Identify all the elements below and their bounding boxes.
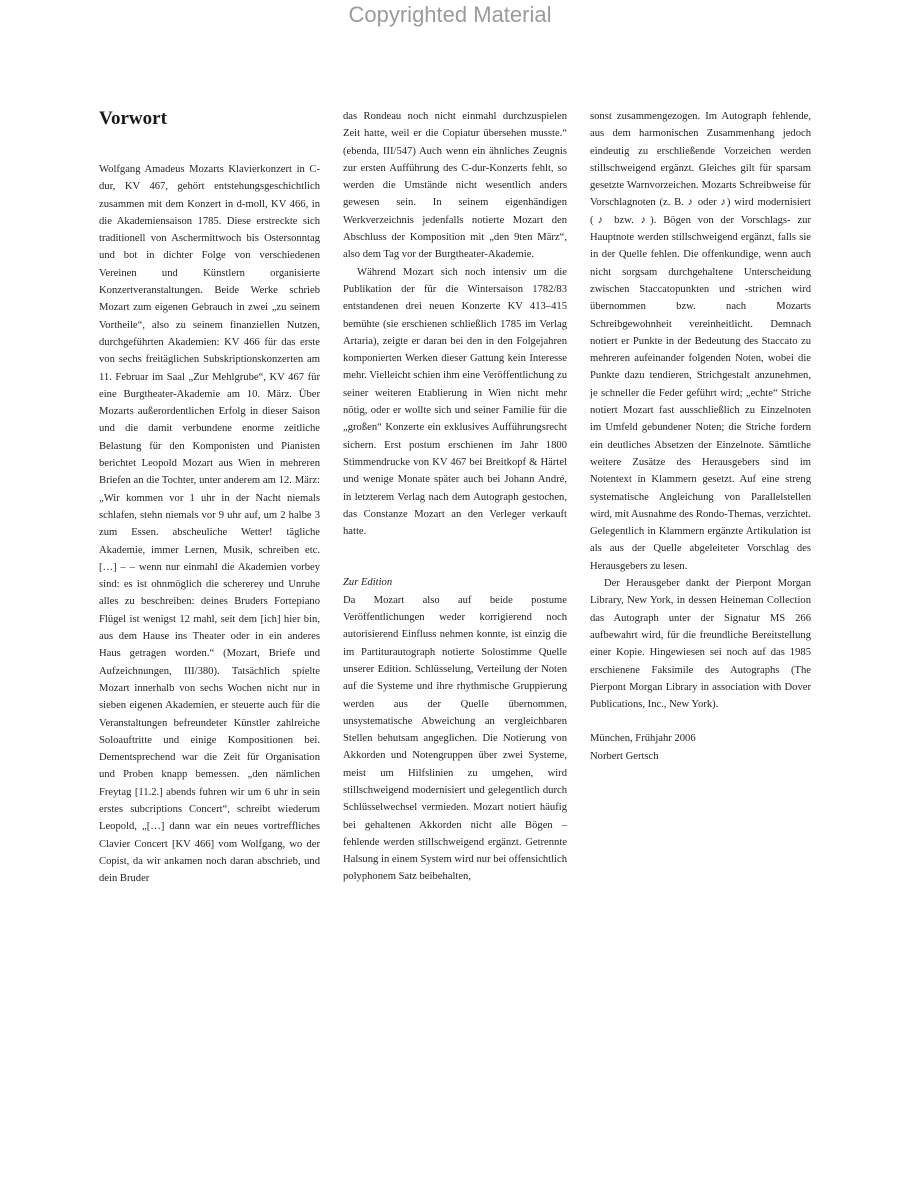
paragraph: Der Herausgeber dankt der Pierpont Morgan Library, New York, in dessen Heineman Collection das Autograph unter der Signatur MS 266 aufbewahrt wird, für die freundliche Bereitstellung einer Kopie. Hingewiesen sei noch auf das 1985 erschienene Faksimile des Autographs (The Pierpont Morgan Library in association with Dover Publications, Inc., New York).: [590, 578, 811, 711]
text-column-3: [590, 108, 811, 765]
paragraph: sonst zusammengezogen. Im Autograph fehlende, aus dem harmonischen Zusammenhang jedoch eindeutig zu erschließende Vorzeichen werden stillschweigend ergänzt. Gleiches gilt für sparsam gesetzte Warnvorzeichen. Mozarts Schreibweise für Vorschlagnoten (z. B. ♪ oder ♪) wird modernisiert (♪ bzw. ♪). Bögen von der Vorschlags- zur Hauptnote werden stillschweigend ergänzt, falls sie in der Quelle fehlen. Die offenkundige, wenn auch nicht sorgsam durchgehaltene Unterscheidung zwischen Staccatopunkten und -strichen wird übernommen bzw. nach Mozarts Schreibgewohnheit vereinheitlicht. Demnach notiert er Punkte in der Bedeutung des Staccato zu mehreren aufeinander folgenden Noten, wobei die Punkte dazu tendieren, Strichgestalt anzunehmen, je schneller die Feder geführt wird; „echte“ Striche notiert Mozart fast ausschließlich zu Einzelnoten im Umfeld gebundener Noten; die Striche fordern ein deutliches Absetzen der Einzelnote. Sämtliche weitere Zusätze des Herausgebers sind im Notentext in Klammern gesetzt. Auf eine streng systematische Angleichung von Parallelstellen wird, mit Ausnahme des Rondo-Themas, verzichtet. Gelegentlich in Klammern ergänzte Artikulation ist als aus der Quelle abgeleiteter Vorschlag des Herausgebers zu lesen.: [590, 111, 811, 572]
paragraph: das Rondeau noch nicht einmahl durchzuspielen Zeit hatte, weil er die Copiatur übersehen musste.“ (ebenda, III/547) Auch wenn ein ähnliches Zeugnis zur ersten Aufführung des C-dur-Konzerts fehlt, so werden die Umstände nicht wesentlich anders gewesen sein. In seinem eigenhändigen Werkverzeichnis jedenfalls notierte Mozart den Abschluss der Komposition mit „den 9ten März“, also dem Tag vor der Burgtheater-Akademie.: [343, 111, 567, 261]
copyright-watermark: Copyrighted Material: [348, 2, 552, 27]
section-heading-zur-edition: Zur Edition: [343, 577, 393, 589]
signature-place-date: München, Frühjahr 2006: [590, 733, 696, 745]
paragraph: Da Mozart also auf beide postume Veröffentlichungen weder korrigierend noch autorisierend Einfluss nehmen konnte, ist einzig die im Partiturautograph notierte Solostimme Quelle unserer Edition. Schlüsselung, Verteilung der Noten auf die Systeme und ihre rhythmische Gruppierung werden aus der Quelle übernommen, unsystematische Abweichung an vergleichbaren Stellen behutsam angeglichen. Die Notierung von Akkorden und Notengruppen über zwei Systeme, meist um Hilfslinien zu umgehen, wird stillschweigend modernisiert und gelegentlich durch Schlüsselwechsel vermieden. Mozart notiert häufig bei gehaltenen Akkorden nicht alle Bögen – fehlende werden stillschweigend ergänzt. Getrennte Halsung in einem System wird nur bei offensichtlich polyphonem Satz beibehalten,: [343, 594, 567, 883]
paragraph: Während Mozart sich noch intensiv um die Publikation der für die Wintersaison 1782/83 entstandenen drei neuen Konzerte KV 413–415 bemühte (sie erschienen schließlich 1785 im Verlag Artaria), zeigte er daran bei den in den Folgejahren komponierten Werken dieser Gattung kein Interesse mehr. Vielleicht schien ihm eine Veröffentlichung zu seiner weiteren Etablierung in Wien nicht mehr nötig, oder er wollte sich und seiner Familie für die „großen“ Konzerte ein exklusives Aufführungsrecht sichern. Erst postum erschienen im Jahr 1800 Stimmendrucke von KV 467 bei Breitkopf & Härtel und wenige Monate später auch bei Johann André, in letzterem Verlag nach dem Autograph gestochen, das Constanze Mozart an den Verleger verkauft hatte.: [343, 266, 567, 538]
signature-author: Norbert Gertsch: [590, 750, 659, 762]
paragraph: Wolfgang Amadeus Mozarts Klavierkonzert in C-dur, KV 467, gehört entstehungsgeschichtlich zusammen mit dem Konzert in d-moll, KV 466, in die Akademiensaison 1785. Diese erstreckte sich traditionell von Aschermittwoch bis Ostersonntag und bot in dichter Folge von verschiedenen Vereinen und Künstlern organisierte Konzertveranstaltungen. Beide Werke schrieb Mozart zum eigenen Gebrauch in zwei „zu seinem Vortheile“, also zu seinem finanziellen Nutzen, durchgeführten Akademien: KV 466 für das erste von sechs freitäglichen Subskriptionskonzerten am 11. Februar im Saal „Zur Mehlgrube“, KV 467 für eine Burgtheater-Akademie am 10. März. Über Mozarts außerordentlichen Erfolg in dieser Saison und die damit verbundene enorme zeitliche Belastung für den Komponisten und Pianisten berichtet Leopold Mozart aus Wien in mehreren Briefen an die Tochter, unter anderem am 12. März: „Wir kommen vor 1 uhr in der Nacht niemals schlafen, stehn niemals vor 9 uhr auf, um 2 halbe 3 zum Essen. abscheuliche Wetter! tägliche Akademie, immer Lernen, Musik, schreiben etc. […] – – wenn nur einmahl die Akademien vorbey sind: es ist ohnmöglich die schererey und Unruhe alles zu beschreiben: deines Bruders Fortepiano Flügel ist wenigst 12 mahl, seit dem [ich] hier bin, aus dem Hause ins Theater oder in ein anderes Haus getragen worden.“ (Mozart, Briefe und Aufzeichnungen, III/380). Tatsächlich spielte Mozart innerhalb von sechs Wochen nicht nur in sieben eigenen Akademien, er steuerte auch für die Veranstaltungen befreundeter Künstler zahlreiche Soloauftritte und einige Kompositionen bei. Dementsprechend war die Zeit für Organisation und Proben knapp bemessen. „den nämlichen Freytag [11.2.] abends fuhren wir um 6 uhr in sein erstes subcriptions Concert“, schreibt wiederum Leopold, „[…] dann war ein neues vortreffliches Clavier Concert [KV 466] vom Wolfgang, wo der Copist, da wir ankamen noch daran abschrieb, und dein Bruder: [99, 164, 320, 885]
text-column-2: [343, 108, 567, 886]
page-title: Vorwort: [99, 108, 167, 129]
text-column-1: [99, 161, 320, 887]
